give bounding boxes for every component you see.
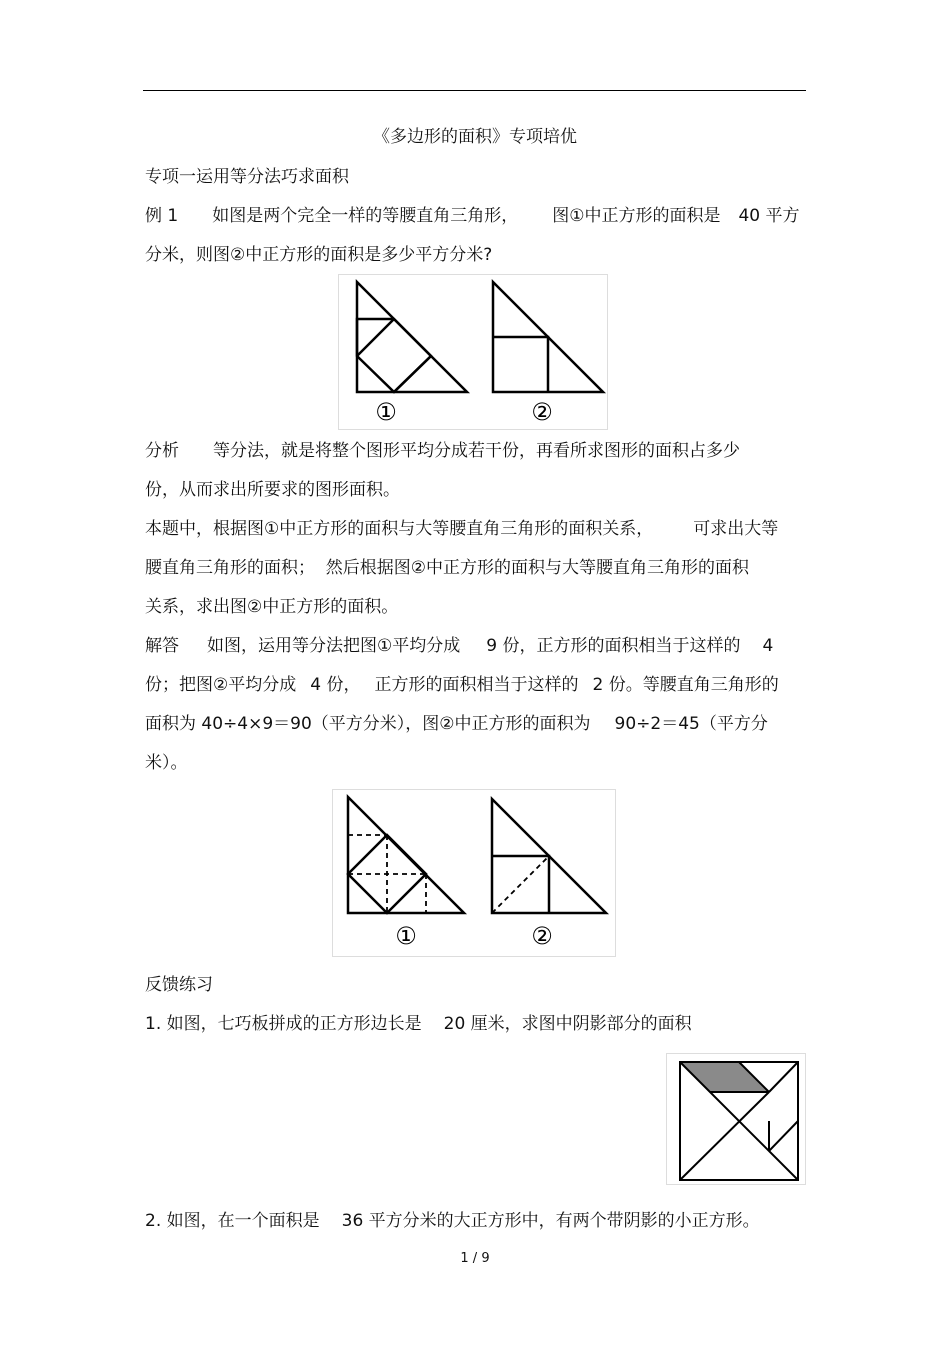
answer-line-1 [145,635,773,657]
square-in-triangle-2 [493,337,548,392]
shaded-parallelogram [680,1062,769,1092]
answer-text-e: 4 份， [310,675,361,695]
answer-text-b: 9 份，正方形的面积相当于这样的 [486,636,741,656]
para-text-b: 可求出大等 [693,519,779,539]
question-1-text-b: 20 厘米，求图中阴影部分的面积 [443,1014,692,1034]
analysis-text: 等分法，就是将整个图形平均分成若干份，再看所求图形的面积占多少 [213,441,740,461]
para-text-a: 本题中，根据图①中正方形的面积与大等腰直角三角形的面积关系， [145,519,654,539]
section-heading: 专项一运用等分法巧求面积 [145,167,349,187]
example-text-a: 如图是两个完全一样的等腰直角三角形， [212,206,519,226]
para-line-2: 腰直角三角形的面积； 然后根据图②中正方形的面积与大等腰直角三角形的面积 [145,558,750,578]
para-line-3: 关系，求出图②中正方形的面积。 [145,597,399,617]
answer-text-a: 如图，运用等分法把图①平均分成 [207,636,461,656]
example-line-1 [145,205,800,227]
answer-figure [332,789,616,957]
question-1-text-a: 1. 如图，七巧板拼成的正方形边长是 [145,1014,422,1034]
answer-line-2 [145,674,779,696]
example-text-c: 40 平方 [738,206,800,226]
answer-text-h: 面积为 40÷4×9＝90（平方分米），图②中正方形的面积为 [145,714,591,734]
answer-text-f: 正方形的面积相当于这样的 [374,675,579,695]
fig1-label-2: ② [531,398,553,426]
tangram-figure [666,1053,806,1185]
answer-text-c: 4 [762,636,774,656]
answer-line-3 [145,713,768,735]
example-text-b: 图①中正方形的面积是 [552,206,721,226]
answer-text-g: 2 份。等腰直角三角形的 [592,675,779,695]
question-2-text-a: 2. 如图，在一个面积是 [145,1211,320,1231]
question-1 [145,1013,692,1035]
example-label: 例 1 [145,206,179,226]
analysis-line-2: 份，从而求出所要求的图形面积。 [145,480,400,500]
page-title: 《多边形的面积》专项培优 [373,127,577,147]
example-line-2: 分米，则图②中正方形的面积是多少平方分米? [145,245,493,265]
feedback-heading: 反馈练习 [145,975,213,995]
square-in-triangle-1 [357,319,431,392]
answer-text-i: 90÷2＝45（平方分 [614,714,768,734]
answer-line-4: 米）。 [145,753,188,773]
fig2-label-1: ① [395,922,417,950]
para-line-1 [145,518,778,540]
header-rule [143,90,806,91]
fig2-label-2: ② [531,922,553,950]
answer-text-d: 份；把图②平均分成 [145,675,297,695]
analysis-line-1 [145,440,740,462]
analysis-label: 分析 [145,441,179,461]
page-number: 1 / 9 [460,1251,490,1266]
question-2 [145,1210,760,1232]
example-figure [338,274,608,430]
question-2-text-b: 36 平方分米的大正方形中，有两个带阴影的小正方形。 [341,1211,760,1231]
answer-label: 解答 [145,636,179,656]
figure-frame [333,790,616,957]
fig1-label-1: ① [375,398,397,426]
dashed-division-lines [348,835,549,913]
